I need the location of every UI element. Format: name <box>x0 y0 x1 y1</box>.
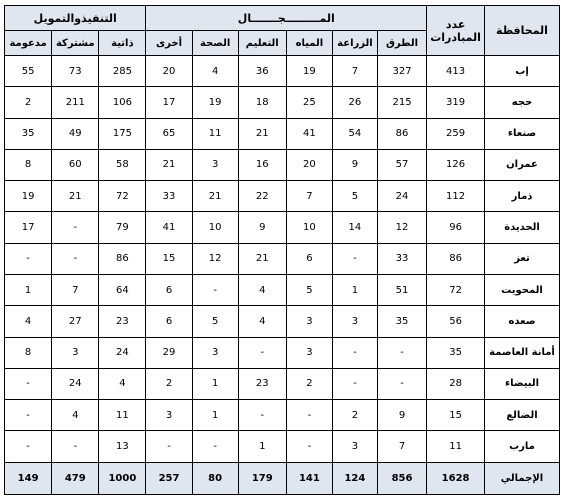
cell-execution: 73 <box>52 56 99 87</box>
cell-count: 86 <box>427 243 485 274</box>
cell-governorate: الضالع <box>485 400 560 431</box>
cell-execution: 23 <box>99 306 146 337</box>
total-field: 856 <box>377 462 426 494</box>
cell-execution: 58 <box>99 149 146 180</box>
cell-field: 12 <box>377 212 426 243</box>
cell-field: 15 <box>146 243 192 274</box>
cell-field: - <box>192 431 238 462</box>
cell-governorate: البيضاء <box>485 368 560 399</box>
cell-execution: - <box>5 431 52 462</box>
cell-execution: 285 <box>99 56 146 87</box>
cell-execution: 8 <box>5 149 52 180</box>
cell-field: - <box>332 368 377 399</box>
cell-governorate: صنعاء <box>485 118 560 149</box>
cell-field: 3 <box>286 306 332 337</box>
cell-count: 28 <box>427 368 485 399</box>
cell-field: 5 <box>332 181 377 212</box>
cell-execution: 11 <box>99 400 146 431</box>
cell-governorate: عمران <box>485 149 560 180</box>
cell-governorate: المحويت <box>485 274 560 305</box>
table-row <box>5 181 560 212</box>
cell-field: 7 <box>286 181 332 212</box>
cell-field: 2 <box>286 368 332 399</box>
cell-governorate: ذمار <box>485 181 560 212</box>
cell-field: 6 <box>146 306 192 337</box>
cell-governorate: تعز <box>485 243 560 274</box>
cell-execution: 35 <box>5 118 52 149</box>
cell-execution: 13 <box>99 431 146 462</box>
cell-execution: 211 <box>52 87 99 118</box>
header-initiatives-count: عدد المبادرات <box>427 6 485 56</box>
cell-execution: 4 <box>5 306 52 337</box>
header-field-group: المـــــــــجـــــــال <box>146 6 427 31</box>
cell-field: 14 <box>332 212 377 243</box>
cell-field: 4 <box>238 306 286 337</box>
cell-field: 26 <box>332 87 377 118</box>
cell-field: 3 <box>332 431 377 462</box>
cell-field: 12 <box>192 243 238 274</box>
cell-count: 11 <box>427 431 485 462</box>
cell-field: 36 <box>238 56 286 87</box>
header-water: المياه <box>286 31 332 56</box>
cell-execution: 106 <box>99 87 146 118</box>
table-row <box>5 56 560 87</box>
total-field: 257 <box>146 462 192 494</box>
total-execution: 1000 <box>99 462 146 494</box>
cell-field: 21 <box>146 149 192 180</box>
cell-field: 3 <box>286 337 332 368</box>
cell-execution: 24 <box>52 368 99 399</box>
cell-count: 35 <box>427 337 485 368</box>
table-row <box>5 400 560 431</box>
cell-execution: 79 <box>99 212 146 243</box>
total-execution: 149 <box>5 462 52 494</box>
total-field: 80 <box>192 462 238 494</box>
cell-execution: - <box>5 243 52 274</box>
cell-field: - <box>238 400 286 431</box>
cell-count: 15 <box>427 400 485 431</box>
cell-field: 2 <box>146 368 192 399</box>
cell-field: 21 <box>238 243 286 274</box>
cell-field: 41 <box>146 212 192 243</box>
header-roads: الطرق <box>377 31 426 56</box>
table-row <box>5 118 560 149</box>
header-supported: مدعومة <box>5 31 52 56</box>
cell-execution: - <box>52 212 99 243</box>
cell-execution: 86 <box>99 243 146 274</box>
cell-field: - <box>192 274 238 305</box>
cell-field: 7 <box>377 431 426 462</box>
cell-field: 9 <box>332 149 377 180</box>
cell-field: 215 <box>377 87 426 118</box>
total-count: 1628 <box>427 462 485 494</box>
cell-field: 1 <box>238 431 286 462</box>
cell-execution: - <box>5 368 52 399</box>
cell-execution: 55 <box>5 56 52 87</box>
cell-field: - <box>286 400 332 431</box>
cell-field: 19 <box>286 56 332 87</box>
cell-field: 1 <box>332 274 377 305</box>
table-row <box>5 431 560 462</box>
cell-field: 35 <box>377 306 426 337</box>
cell-count: 112 <box>427 181 485 212</box>
cell-field: 21 <box>192 181 238 212</box>
cell-execution: - <box>52 431 99 462</box>
cell-execution: 24 <box>99 337 146 368</box>
cell-field: 18 <box>238 87 286 118</box>
cell-field: - <box>377 337 426 368</box>
cell-execution: 4 <box>52 400 99 431</box>
cell-field: 20 <box>146 56 192 87</box>
cell-field: 86 <box>377 118 426 149</box>
cell-execution: 17 <box>5 212 52 243</box>
cell-field: 5 <box>286 274 332 305</box>
cell-field: 10 <box>192 212 238 243</box>
table-row <box>5 368 560 399</box>
cell-count: 413 <box>427 56 485 87</box>
header-agriculture: الزراعة <box>332 31 377 56</box>
cell-execution: 72 <box>99 181 146 212</box>
cell-field: 1 <box>192 368 238 399</box>
table-row <box>5 243 560 274</box>
cell-field: 29 <box>146 337 192 368</box>
cell-field: - <box>332 243 377 274</box>
initiatives-table <box>4 5 560 495</box>
cell-field: 33 <box>146 181 192 212</box>
cell-execution: 60 <box>52 149 99 180</box>
cell-execution: 3 <box>52 337 99 368</box>
header-group-row <box>5 6 560 31</box>
cell-execution: 8 <box>5 337 52 368</box>
cell-count: 56 <box>427 306 485 337</box>
cell-field: 4 <box>238 274 286 305</box>
cell-count: 96 <box>427 212 485 243</box>
cell-governorate: حجه <box>485 87 560 118</box>
cell-governorate: أمانة العاصمة <box>485 337 560 368</box>
cell-execution: 175 <box>99 118 146 149</box>
cell-governorate: مارب <box>485 431 560 462</box>
total-field: 179 <box>238 462 286 494</box>
cell-execution: 64 <box>99 274 146 305</box>
cell-governorate: الحديدة <box>485 212 560 243</box>
cell-field: 22 <box>238 181 286 212</box>
total-field: 141 <box>286 462 332 494</box>
cell-governorate: صعده <box>485 306 560 337</box>
cell-field: - <box>238 337 286 368</box>
cell-field: - <box>332 337 377 368</box>
cell-field: 19 <box>192 87 238 118</box>
table-row <box>5 212 560 243</box>
table-row <box>5 337 560 368</box>
header-execution-group: التنفيذوالتمويل <box>5 6 146 31</box>
cell-count: 319 <box>427 87 485 118</box>
cell-field: 1 <box>192 400 238 431</box>
cell-field: 11 <box>192 118 238 149</box>
header-joint: مشتركة <box>52 31 99 56</box>
cell-field: 51 <box>377 274 426 305</box>
cell-count: 259 <box>427 118 485 149</box>
cell-field: 6 <box>146 274 192 305</box>
cell-field: 25 <box>286 87 332 118</box>
cell-execution: 49 <box>52 118 99 149</box>
cell-field: 6 <box>286 243 332 274</box>
cell-execution: - <box>52 243 99 274</box>
header-health: الصحة <box>192 31 238 56</box>
cell-field: 3 <box>332 306 377 337</box>
cell-execution: 2 <box>5 87 52 118</box>
cell-field: 4 <box>192 56 238 87</box>
cell-count: 72 <box>427 274 485 305</box>
cell-field: 57 <box>377 149 426 180</box>
cell-field: 5 <box>192 306 238 337</box>
cell-count: 126 <box>427 149 485 180</box>
cell-field: 23 <box>238 368 286 399</box>
cell-execution: 7 <box>52 274 99 305</box>
cell-field: 65 <box>146 118 192 149</box>
header-other: أخرى <box>146 31 192 56</box>
cell-field: 17 <box>146 87 192 118</box>
total-field: 124 <box>332 462 377 494</box>
table-row <box>5 149 560 180</box>
table-body <box>5 56 560 495</box>
cell-field: 327 <box>377 56 426 87</box>
total-execution: 479 <box>52 462 99 494</box>
table-row <box>5 87 560 118</box>
cell-field: 33 <box>377 243 426 274</box>
cell-field: 3 <box>192 337 238 368</box>
cell-field: 3 <box>192 149 238 180</box>
total-row <box>5 462 560 494</box>
cell-field: 9 <box>377 400 426 431</box>
table-row <box>5 274 560 305</box>
cell-field: - <box>146 431 192 462</box>
total-label: الإجمالي <box>485 462 560 494</box>
cell-field: 24 <box>377 181 426 212</box>
cell-field: 9 <box>238 212 286 243</box>
cell-field: 54 <box>332 118 377 149</box>
cell-field: - <box>286 431 332 462</box>
cell-field: 16 <box>238 149 286 180</box>
cell-execution: - <box>5 400 52 431</box>
cell-field: - <box>377 368 426 399</box>
cell-field: 7 <box>332 56 377 87</box>
cell-field: 20 <box>286 149 332 180</box>
cell-field: 10 <box>286 212 332 243</box>
header-self: ذاتية <box>99 31 146 56</box>
cell-governorate: إب <box>485 56 560 87</box>
cell-execution: 27 <box>52 306 99 337</box>
table-row <box>5 306 560 337</box>
cell-execution: 21 <box>52 181 99 212</box>
header-education: التعليم <box>238 31 286 56</box>
header-governorate: المحافظة <box>485 6 560 56</box>
cell-field: 41 <box>286 118 332 149</box>
cell-execution: 4 <box>99 368 146 399</box>
cell-execution: 1 <box>5 274 52 305</box>
table-container <box>4 5 560 495</box>
cell-field: 3 <box>146 400 192 431</box>
cell-field: 21 <box>238 118 286 149</box>
cell-execution: 19 <box>5 181 52 212</box>
cell-field: 2 <box>332 400 377 431</box>
